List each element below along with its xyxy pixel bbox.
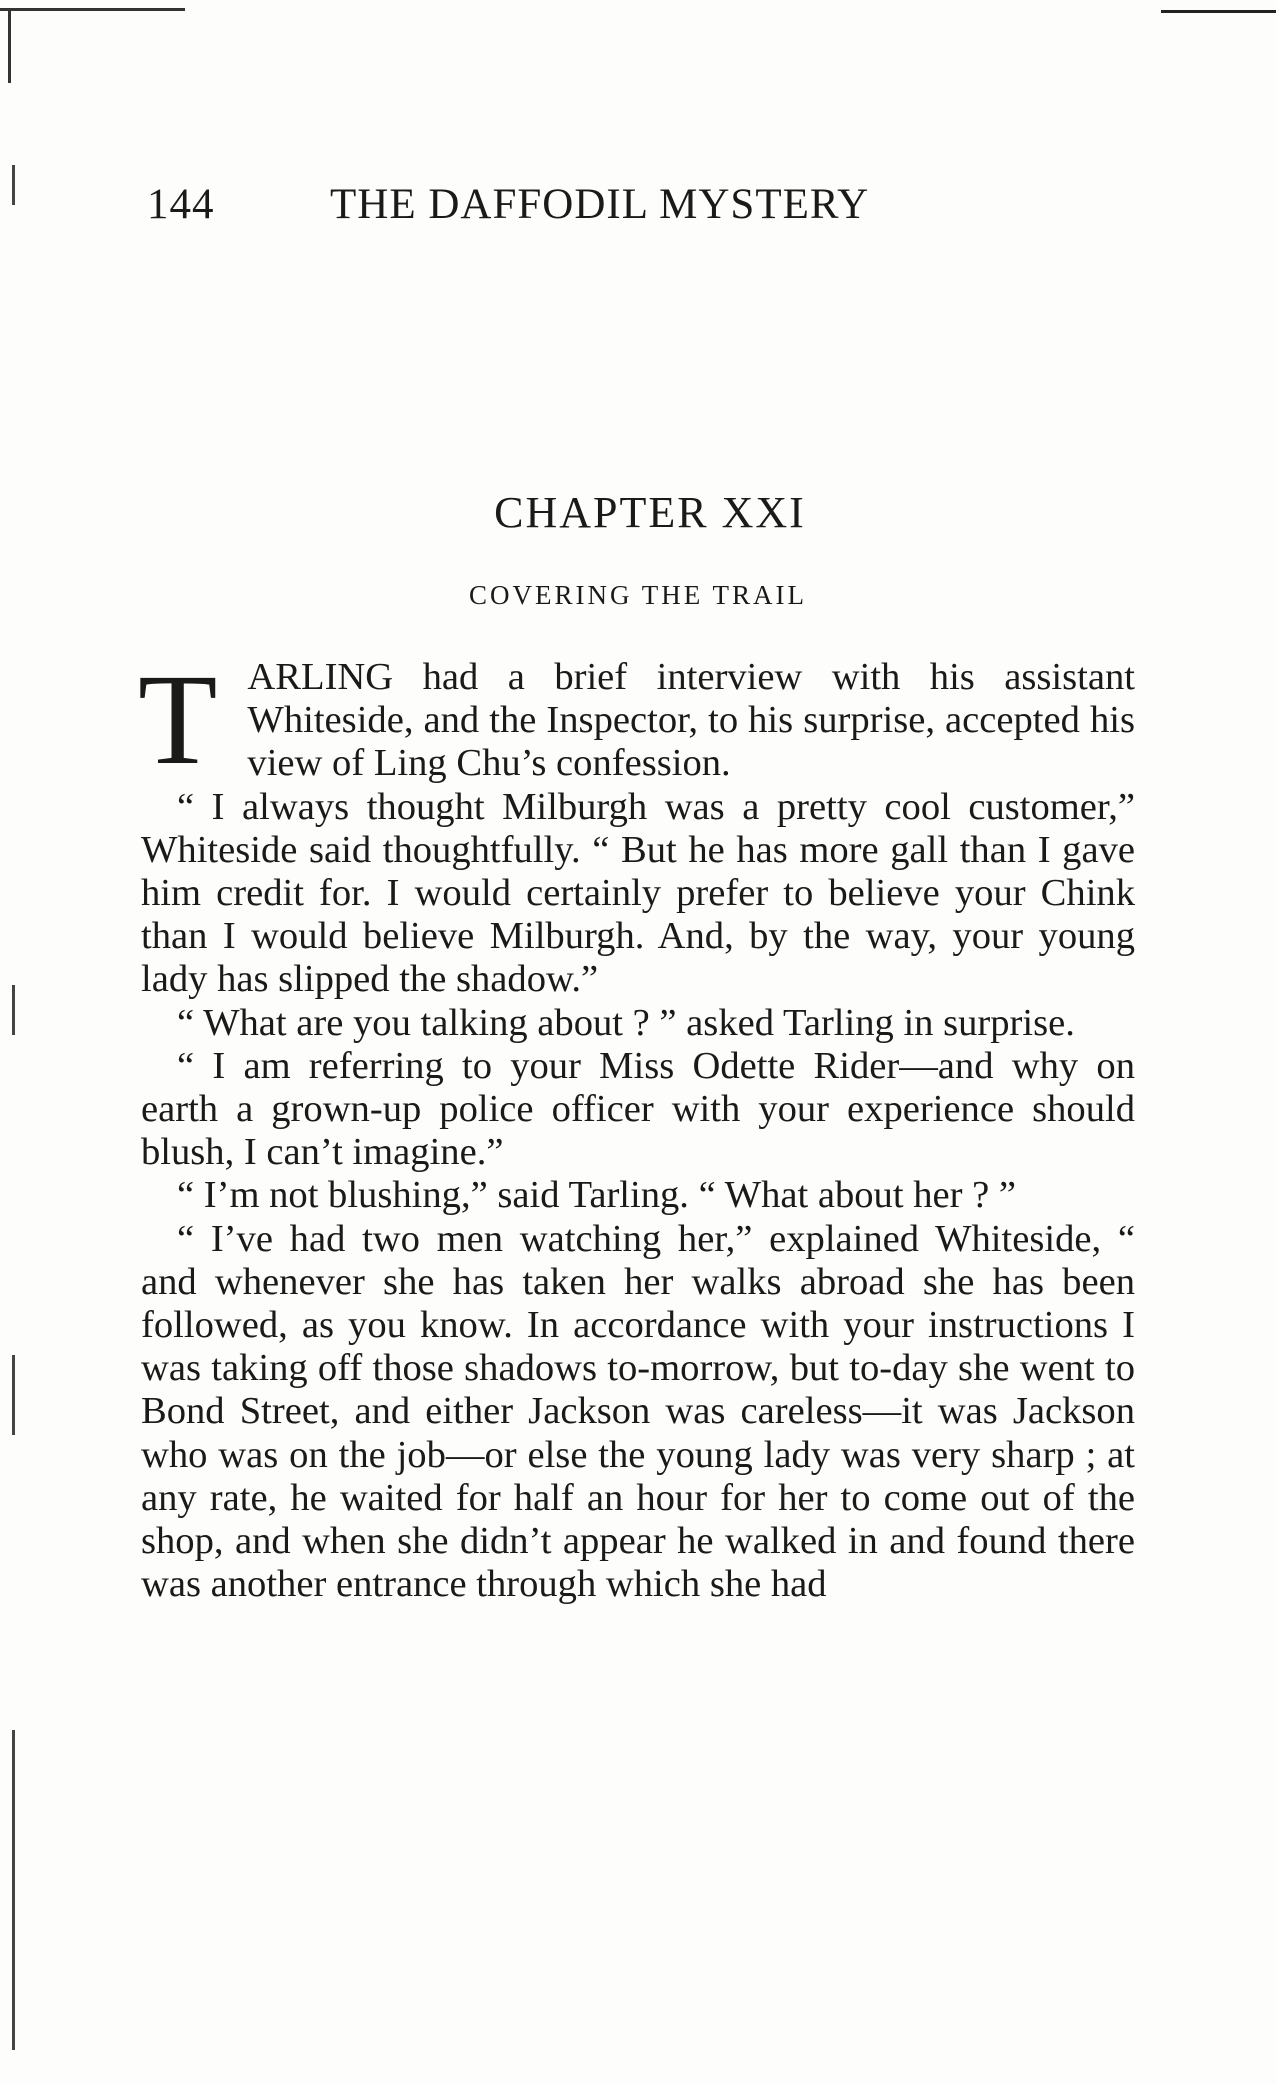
drop-cap: T <box>138 648 218 792</box>
body-text <box>138 648 1135 1606</box>
scan-edge-mark <box>12 165 15 205</box>
paragraph: “ What are you talking about ? ” asked Tarling in surprise. <box>177 1001 1075 1044</box>
scan-edge-mark <box>12 1355 15 1435</box>
scan-edge-mark <box>12 985 15 1035</box>
scan-edge-top-right <box>1161 10 1276 13</box>
chapter-title: CHAPTER XXI <box>494 488 806 537</box>
running-head <box>147 180 1137 236</box>
paragraph: “ I am referring to your Miss Odette Rider—and why on earth a grown-up police officer with your experience should blush, I can’t imagine.” <box>141 1044 1135 1174</box>
scan-edge-left-top <box>8 8 11 83</box>
paragraph: “ I’ve had two men watching her,” explained Whiteside, “ and whenever she has taken her walks abroad she has been followed, as you know. In accordance with your instructions I was taking off those shadows to-morrow, but to-day she went to Bond Street, and either Jackson was careless—it was Jackson who was on the job—or else the young lady was very sharp ; at any rate, he waited for half an hour for her to come out of the shop, and when she didn’t appear he walked in and found there was another entrance through which she had <box>141 1217 1135 1606</box>
page-number: 144 <box>147 181 215 228</box>
paragraph-text: ARLING had a brief interview with his assistant Whiteside, and the Inspector, to his surprise, accepted his view of Ling Chu’s confession. <box>247 656 1135 785</box>
book-title: THE DAFFODIL MYSTERY <box>330 181 870 228</box>
paragraph: “ I’m not blushing,” said Tarling. “ What about her ? ” <box>177 1174 1016 1217</box>
scan-edge-mark <box>12 1730 15 2050</box>
chapter-subtitle: COVERING THE TRAIL <box>469 580 807 610</box>
scan-edge-top-left <box>0 8 185 11</box>
paragraph <box>138 648 1135 792</box>
paragraph: “ I always thought Milburgh was a pretty cool customer,” Whiteside said thoughtfully. “ But he has more gall than I gave him credit for. I would certainly prefer to believe your Chink than I would believe Milburgh. And, by the way, your young lady has slipped the shadow.” <box>141 785 1135 1001</box>
